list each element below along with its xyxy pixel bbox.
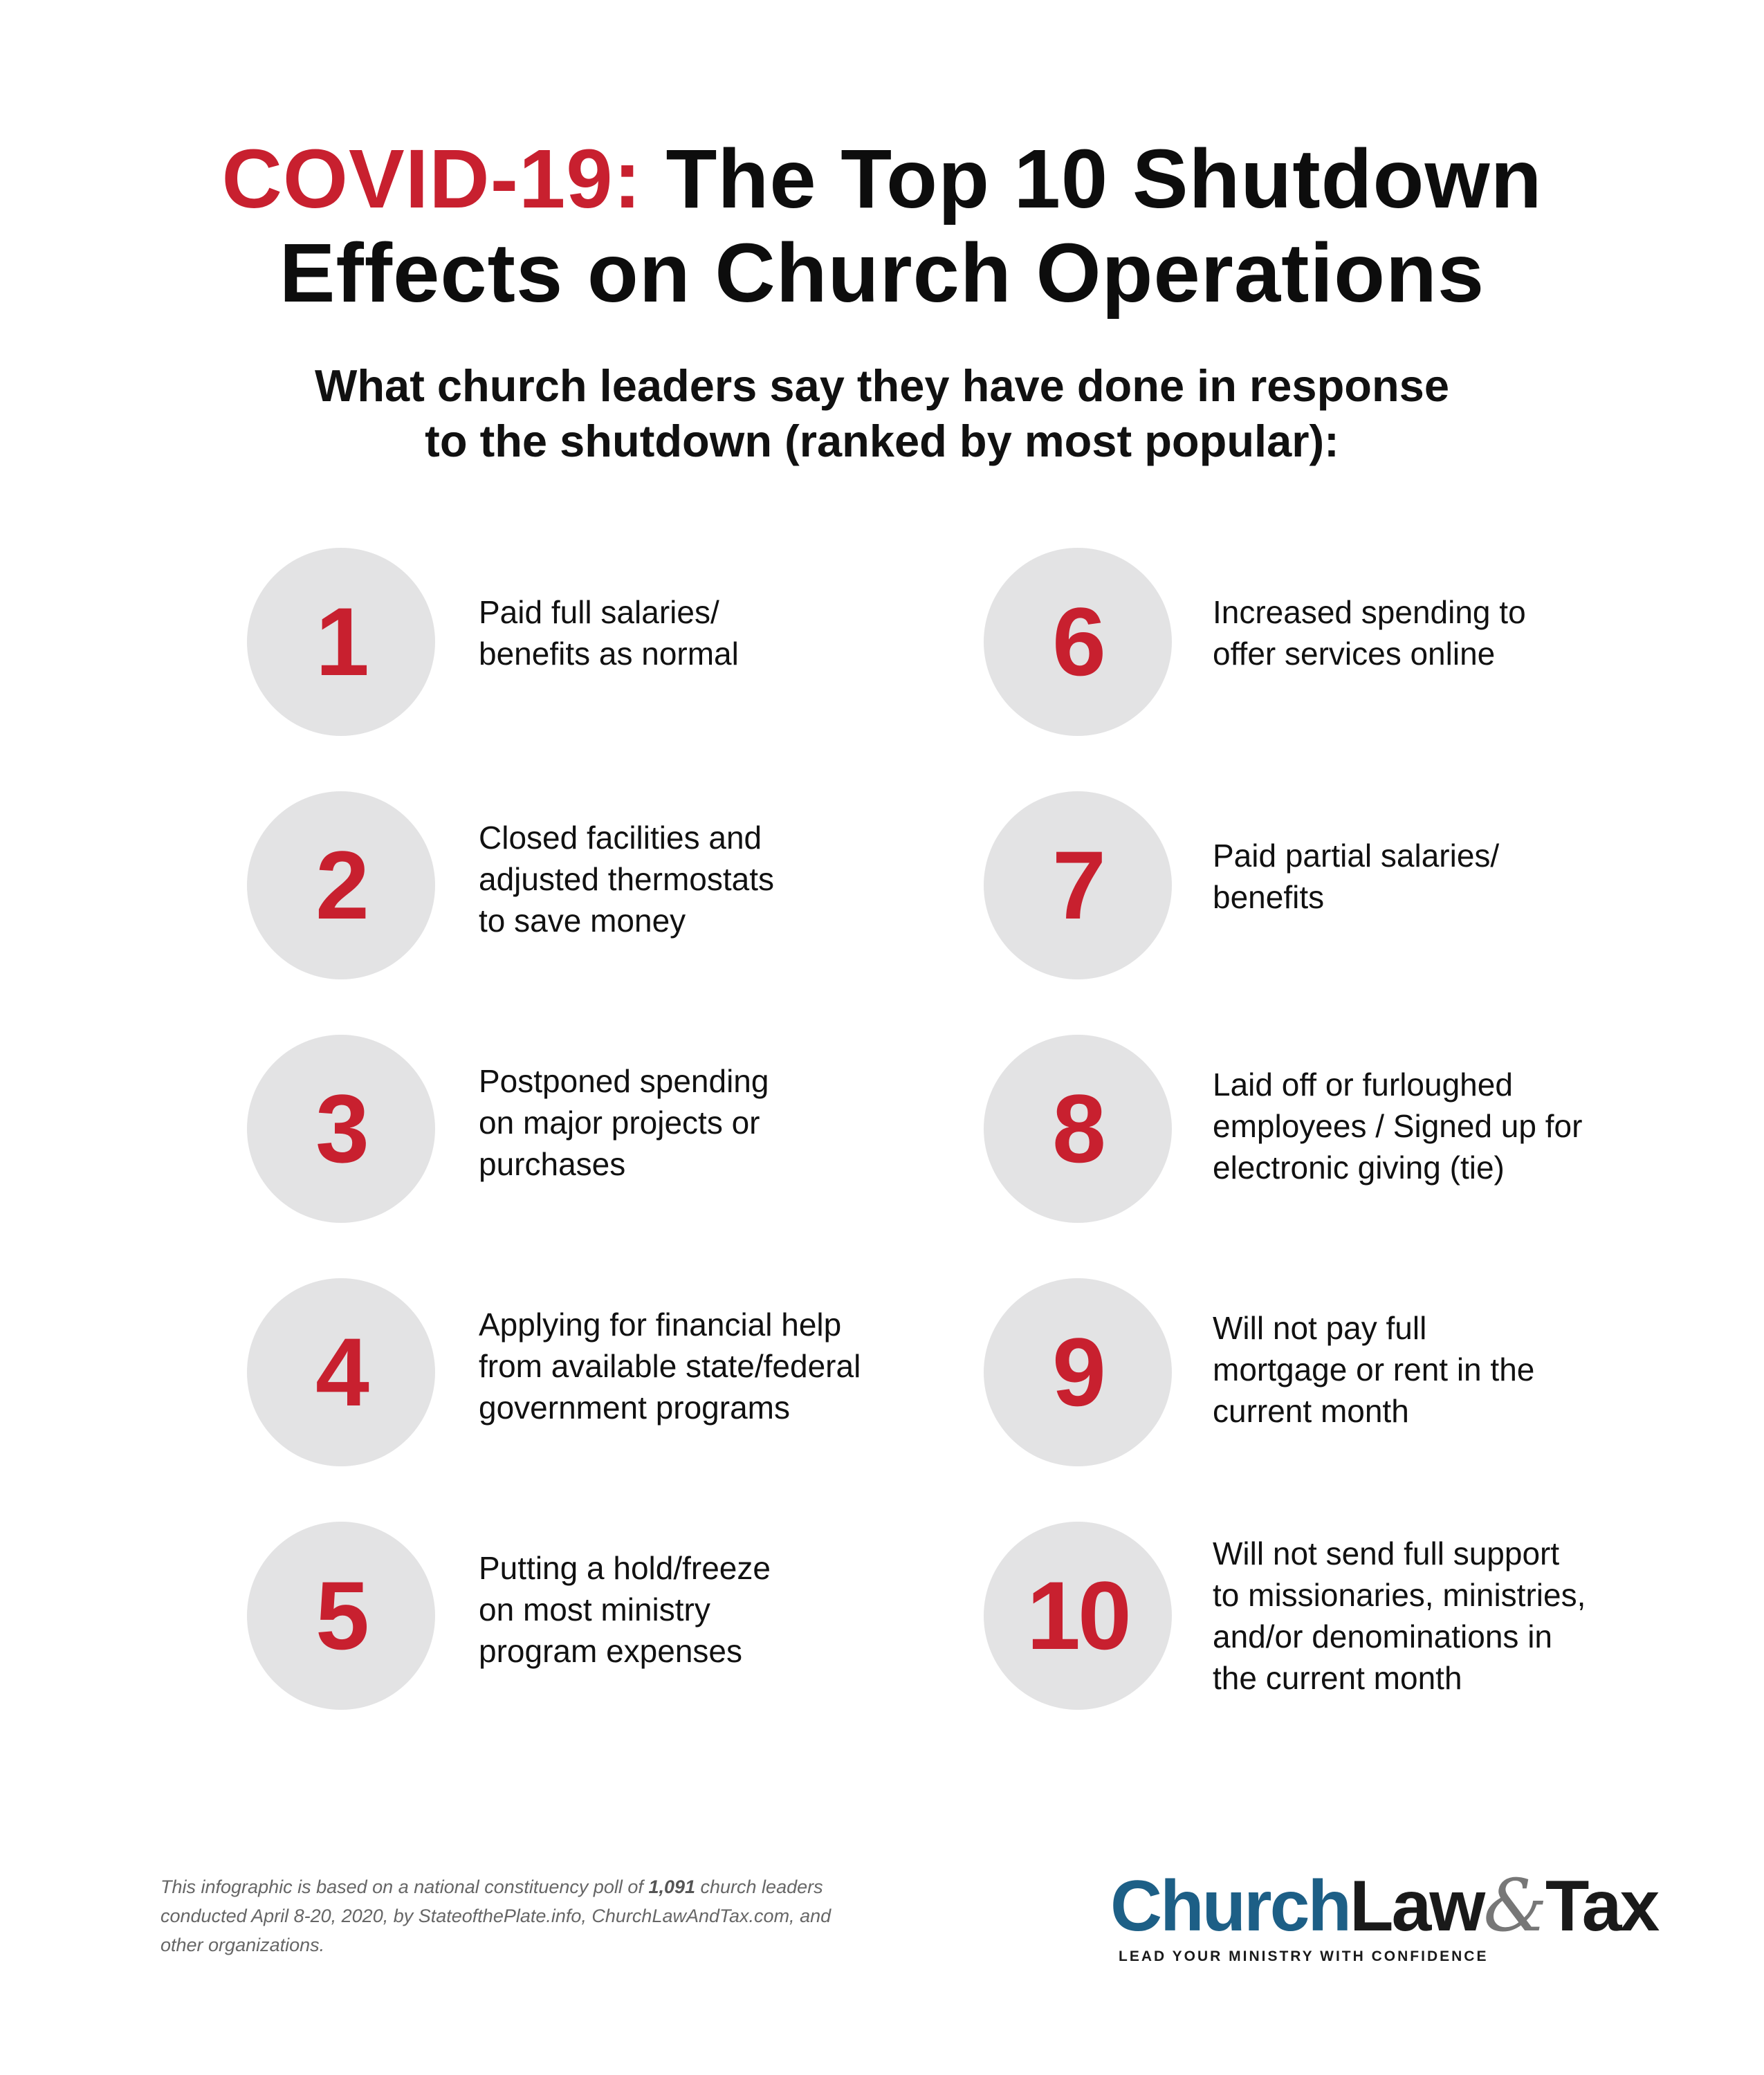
subtitle-line1: What church leaders say they have done in response xyxy=(315,360,1449,411)
item-description: Putting a hold/freeze on most ministry program expenses xyxy=(479,1550,771,1669)
logo-tax: Tax xyxy=(1545,1866,1658,1946)
item-description: Paid partial salaries/ benefits xyxy=(1213,838,1500,915)
footnote-text-end: church leaders conducted April 8-20, 2020, by StateofthePlate.info, ChurchLawAndTax.com, and other organizations. xyxy=(160,1876,832,1955)
item-description: Laid off or furloughed employees / Signed up for electronic giving (tie) xyxy=(1213,1067,1583,1186)
logo-church: Church xyxy=(1110,1866,1350,1946)
item-description: Will not pay full mortgage or rent in the current month xyxy=(1213,1310,1535,1429)
item-description: Paid full salaries/ benefits as normal xyxy=(479,594,739,672)
footnote-text-start: This infographic is based on a national constituency poll of xyxy=(160,1876,649,1897)
rank-badge: 3 xyxy=(247,1035,435,1223)
item-description: Applying for financial help from available state/federal government programs xyxy=(479,1307,861,1426)
item-description: Will not send full support to missionaries, ministries, and/or denominations in the current month xyxy=(1213,1536,1586,1696)
logo-wordmark xyxy=(1110,1863,1658,1948)
footnote-count: 1,091 xyxy=(648,1876,696,1897)
item-description: Closed facilities and adjusted thermostats to save money xyxy=(479,820,775,939)
rank-badge: 9 xyxy=(984,1278,1172,1466)
rank-badge: 7 xyxy=(984,791,1172,979)
churchlawtax-logo xyxy=(1110,1863,1658,1965)
page-title xyxy=(0,131,1764,320)
rank-badge: 6 xyxy=(984,548,1172,736)
logo-law: Law xyxy=(1350,1866,1484,1946)
title-line1: The Top 10 Shutdown xyxy=(665,131,1543,225)
title-line2: Effects on Church Operations xyxy=(279,225,1485,320)
rank-badge: 8 xyxy=(984,1035,1172,1223)
subtitle xyxy=(0,358,1764,469)
logo-ampersand: & xyxy=(1483,1863,1545,1948)
subtitle-line2: to the shutdown (ranked by most popular): xyxy=(425,416,1339,466)
footnote xyxy=(160,1872,935,1959)
item-description: Increased spending to offer services online xyxy=(1213,594,1526,672)
rank-badge: 2 xyxy=(247,791,435,979)
item-description: Postponed spending on major projects or purchases xyxy=(479,1063,769,1182)
logo-tagline: LEAD YOUR MINISTRY WITH CONFIDENCE xyxy=(1119,1948,1489,1964)
title-accent: COVID-19: xyxy=(221,131,642,225)
rank-badge: 4 xyxy=(247,1278,435,1466)
rank-badge: 10 xyxy=(984,1522,1172,1710)
rank-badge: 1 xyxy=(247,548,435,736)
rank-badge: 5 xyxy=(247,1522,435,1710)
